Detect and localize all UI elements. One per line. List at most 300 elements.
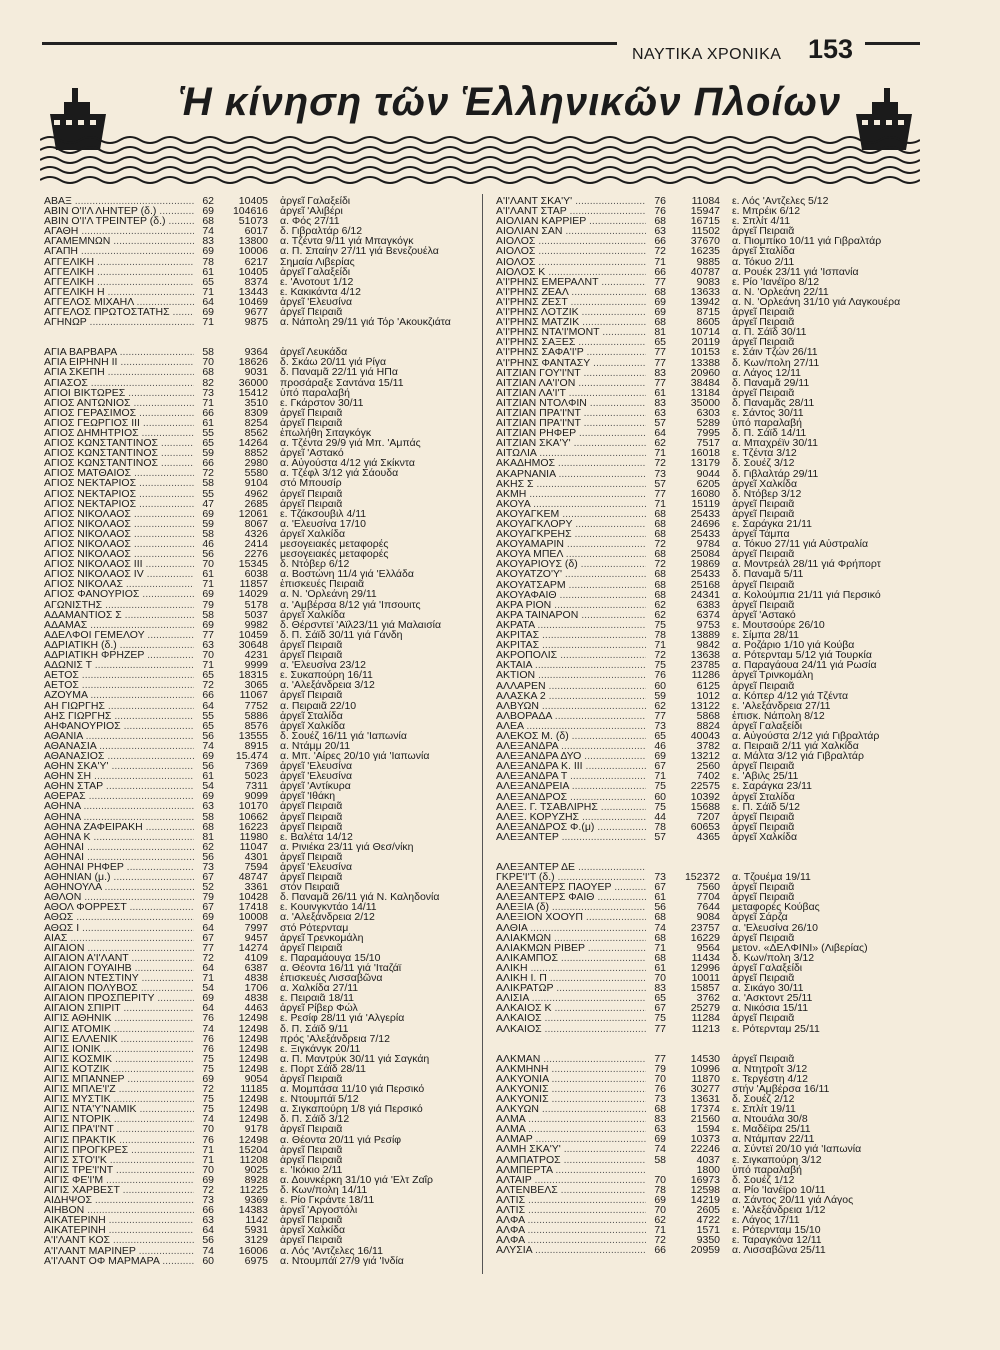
build-year: 65 — [654, 730, 666, 742]
ship-row — [44, 297, 469, 307]
ship-row — [44, 1225, 469, 1235]
build-year: 74 — [654, 1144, 666, 1155]
ship-status: ε. 'Ικόκιο 2/11 — [280, 1164, 343, 1175]
ship-status: ε. Ρότερνταμ 15/10 — [732, 1225, 821, 1236]
build-year: 76 — [202, 1013, 214, 1024]
tonnage: 5023 — [244, 771, 268, 782]
ship-row — [44, 1074, 469, 1084]
tonnage: 9885 — [696, 256, 720, 267]
ship-status: ἀργεῖ Πειραιᾶ — [732, 932, 795, 943]
ship-name: ΑΕΤΟΣ ..... — [44, 670, 194, 680]
ship-status: ἀργεῖ Πειραιᾶ — [280, 821, 343, 832]
ship-name: ΑΘΑΝΑΣΙΑ ..... — [44, 741, 194, 751]
build-year: 75 — [654, 619, 666, 631]
ship-name: ΑΓΙΟΣ ΑΝΤΩΝΙΟΣ ..... — [44, 398, 194, 408]
ship-status: ἀργεῖ Πειραιᾶ — [732, 811, 795, 822]
tonnage: 9350 — [696, 1235, 720, 1246]
ship-status: α. Μάλτα 3/12 γιά Γιβραλτάρ — [732, 751, 864, 762]
build-year: 71 — [654, 640, 666, 651]
tonnage: 6975 — [244, 1255, 268, 1266]
header-rule-right — [865, 42, 920, 45]
build-year: 61 — [202, 771, 214, 782]
tonnage: 12598 — [690, 1184, 720, 1195]
tonnage: 11870 — [691, 1073, 720, 1084]
ship-name: ΑΙΟΛΙΑΝ ΚΑΡΡΙΕΡ ..... — [496, 216, 646, 226]
ship-status: ἀργεῖ Τρινκομάλη — [732, 670, 814, 681]
build-year: 70 — [654, 1205, 666, 1216]
ship-status: ἀργεῖ 'Ιθάκη — [280, 791, 336, 802]
ship-name: ΑΙΟΛΙΑΝ ΣΑΝ ..... — [496, 226, 646, 236]
build-year: 71 — [202, 286, 214, 297]
ship-row — [496, 408, 921, 418]
ship-name: ΓΚΡΕ'Ι'Τ (δ.) ..... — [496, 872, 646, 882]
ship-name: ΑΙΓΑΙΟΝ ΠΡΟΣΠΕΡΙΤΥ ..... — [44, 993, 194, 1003]
ship-status: δ. Σουέζ 16/11 γιά 'Ιαπωνία — [280, 730, 407, 741]
tonnage: 22246 — [690, 1144, 720, 1155]
ship-status: μεταφορές Κούβας — [732, 902, 820, 913]
ship-row — [44, 1256, 469, 1266]
ship-status: ἀργεῖ Ρίβερ Φώλ — [280, 1003, 358, 1014]
build-year: 68 — [654, 216, 666, 227]
ship-name: Α'Ι'ΡΗΝΣ ΛΟΤΖΙΚ ..... — [496, 307, 646, 317]
ship-row — [496, 761, 921, 771]
build-year: 69 — [654, 296, 666, 308]
build-year: 58 — [202, 347, 214, 358]
tonnage: 10153 — [690, 347, 720, 358]
ship-name: ΑΙΚΑΤΕΡΙΝΗ ..... — [44, 1225, 194, 1235]
ship-row — [44, 1124, 469, 1134]
ship-status: ἀργεῖ Πειραιᾶ — [280, 650, 343, 661]
ship-name: ΑΒΙΝ Ο'Ι'Λ ΤΡΕΙΝΤΕΡ (δ.) ..... — [44, 216, 194, 226]
tonnage: 35000 — [690, 397, 720, 408]
ship-status: α. Π. Μαντρύκ 30/11 γιά Σαγκάη — [280, 1053, 430, 1064]
tonnage: 11980 — [239, 831, 268, 842]
ship-status: α. Μοντρεάλ 28/11 γιά Φρήπορτ — [732, 559, 881, 570]
build-year: 65 — [202, 720, 214, 731]
ship-group — [44, 196, 469, 327]
ship-name: ΑΚΟΥΑΓΚΕΜ ..... — [496, 509, 646, 519]
tonnage: 4463 — [244, 1003, 268, 1014]
build-year: 83 — [202, 236, 214, 247]
ship-name: ΑΙΓΙΣ ΠΡΑΚΤΙΚ ..... — [44, 1135, 194, 1145]
ship-row — [496, 1064, 921, 1074]
tonnage: 14219 — [690, 1194, 720, 1205]
build-year: 70 — [654, 1073, 666, 1084]
build-year: 77 — [654, 347, 666, 358]
tonnage: 10011 — [691, 973, 720, 984]
ship-status: ἀργεῖ Πειραιᾶ — [732, 387, 795, 398]
ship-row — [496, 539, 921, 549]
ship-row — [496, 1114, 921, 1124]
ship-name: ΑΚΟΥΑΓΚΡΕΗΣ ..... — [496, 529, 646, 539]
ship-row — [44, 257, 469, 267]
ship-status: δ. Παναμᾶ 29/11 — [732, 377, 810, 388]
ship-list-left-column — [44, 196, 469, 1266]
build-year: 66 — [202, 1205, 214, 1216]
ship-status: ἐπισκευές Λισσαβῶνα — [280, 973, 383, 984]
ship-status: α. Λός 'Αντζελες 16/11 — [280, 1245, 383, 1256]
ship-status: ἀργεῖ Πειραιᾶ — [280, 942, 343, 953]
ship-row — [496, 600, 921, 610]
ship-status: ἀργεῖ Πειραιᾶ — [732, 761, 795, 772]
tonnage: 11434 — [691, 952, 720, 963]
ship-status: ἀργεῖ Πειραιᾶ — [280, 801, 343, 812]
ship-status: α. Σικάγο 30/11 — [732, 983, 804, 994]
ship-status: ε. Πειραιᾶ 18/11 — [280, 993, 354, 1004]
ship-name: ΑΙΑΣ ..... — [44, 933, 194, 943]
ship-row — [44, 529, 469, 539]
ship-status: α. 'Αλεξάνδρεια 3/12 — [280, 680, 375, 691]
tonnage: 11284 — [691, 1013, 720, 1024]
ship-name: ΑΛΤΙΣ ..... — [496, 1205, 646, 1215]
ship-row — [496, 781, 921, 791]
build-year: 72 — [202, 1084, 214, 1095]
tonnage: 15119 — [691, 498, 720, 509]
ship-name: ΑΚΟΥΑΤΖΟ'Υ' ..... — [496, 569, 646, 579]
ship-row — [496, 872, 921, 882]
ship-row — [496, 923, 921, 933]
build-year: 77 — [654, 488, 666, 499]
ship-status: ε. Σαράγκα 23/11 — [732, 781, 812, 792]
ship-row — [44, 267, 469, 277]
ship-row — [44, 246, 469, 256]
ship-row — [496, 246, 921, 256]
ship-status: α. Τζουέμα 19/11 — [732, 872, 811, 883]
ship-row — [496, 580, 921, 590]
ship-list-right-column — [496, 196, 921, 1255]
build-year — [646, 862, 666, 872]
tonnage: 10373 — [690, 1134, 720, 1145]
tonnage: 3782 — [696, 741, 720, 752]
ship-row — [44, 670, 469, 680]
ship-name: ΑΘΗΝΑΙ ΡΗΦΕΡ ..... — [44, 862, 194, 872]
tonnage: 13889 — [690, 630, 720, 641]
ship-name: ΑΘΩΣ ..... — [44, 912, 194, 922]
ship-name: ΑΒΑΞ ..... — [44, 196, 194, 206]
ship-name: ΑΓΓΕΛΙΚΗ ..... — [44, 277, 194, 287]
ship-row — [496, 630, 921, 640]
build-year: 69 — [202, 1073, 214, 1085]
tonnage: 25433 — [690, 508, 720, 519]
ship-name: ΑΛΚΥΩΝ ..... — [496, 1104, 646, 1114]
ship-status: α. Ρίο 'Ιανέϊρο 10/11 — [732, 1184, 826, 1195]
ship-row — [496, 1054, 921, 1064]
tonnage: 9999 — [244, 660, 268, 671]
ship-row — [496, 1124, 921, 1134]
ship-row — [496, 317, 921, 327]
ship-name: ΑΛΙΑΚΜΩΝ ΡΙΒΕΡ ..... — [496, 943, 646, 953]
ship-status: α. Αὐγούστα 2/12 γιά Γιβραλτάρ — [732, 730, 880, 742]
ship-name: ΑΛΑΣΚΑ 2 ..... — [496, 691, 646, 701]
ship-status: ἀργεῖ Πειραιᾶ — [280, 851, 343, 862]
group-spacer — [44, 327, 469, 347]
ship-row — [44, 741, 469, 751]
ship-row — [44, 378, 469, 388]
ship-row — [44, 640, 469, 650]
ship-status: ἀργεῖ Πειραιᾶ — [280, 407, 343, 418]
ship-status: ἀργεῖ Πειραιᾶ — [280, 307, 343, 318]
ship-name: ΑΗΣ ΓΙΩΡΓΗΣ ..... — [44, 711, 194, 721]
ship-status: ἀργεῖ Πειραιᾶ — [280, 417, 343, 428]
tonnage: 8254 — [244, 417, 268, 428]
ship-row — [496, 892, 921, 902]
ship-status: α. Ντάμπαν 22/11 — [732, 1134, 815, 1145]
ship-name: ΑΚΜΗ ..... — [496, 489, 646, 499]
ship-row — [44, 660, 469, 670]
tonnage: 10405 — [238, 266, 268, 277]
ship-status: ε. Σίμπα 28/11 — [732, 630, 799, 641]
ship-status: πρός 'Αλεξάνδρεια 7/12 — [280, 1033, 390, 1044]
build-year: 74 — [654, 922, 666, 933]
group-spacer — [496, 842, 921, 862]
ship-status: ε. Γκάρστον 30/11 — [280, 397, 364, 408]
ship-row — [496, 691, 921, 701]
build-year: 71 — [654, 942, 666, 953]
ship-row — [44, 1235, 469, 1245]
ship-status: α. Τζέντα 9/11 γιά Μπαγκόγκ — [280, 236, 414, 247]
ship-status: α. Ντάμμ 20/11 — [280, 740, 351, 751]
ship-status: δ. Π. Σάϊδ 30/11 γιά Γάνδη — [280, 629, 403, 640]
tonnage: 14264 — [238, 438, 268, 449]
ship-name: ΑΛΕΞΑΝΔΡΑ ..... — [496, 741, 646, 751]
tonnage: 7995 — [696, 428, 720, 439]
tonnage: 16715 — [690, 216, 720, 227]
tonnage: 9104 — [244, 478, 268, 489]
tonnage: 10405 — [238, 196, 268, 207]
ship-name: ΑΘΩΣ I ..... — [44, 923, 194, 933]
ship-row — [496, 499, 921, 509]
ship-name: Α'Ι'ΛΑΝΤ ΣΤΑΡ ..... — [496, 206, 646, 216]
ship-status: ε. Βαλέτα 14/12 — [280, 831, 353, 842]
ship-row — [496, 681, 921, 691]
ship-status: ἀργεῖ Πειραιᾶ — [280, 1154, 343, 1165]
ship-row — [44, 852, 469, 862]
tonnage: 9677 — [244, 307, 268, 318]
ship-name: ΑΚΤΙΟΝ ..... — [496, 670, 646, 680]
ship-row — [44, 801, 469, 811]
ship-name: ΑΙΓΙΣ ΙΟΝΙΚ ..... — [44, 1044, 194, 1054]
ship-name: ΑΛΙΚΑΜΠΟΣ ..... — [496, 953, 646, 963]
build-year: 77 — [654, 377, 666, 388]
ship-row — [496, 610, 921, 620]
ship-name: ΑΙΤΖΙΑΝ ΣΚΑ'Υ' ..... — [496, 438, 646, 448]
ship-row — [496, 216, 921, 226]
ship-status: ἀργεῖ Σάρζα — [732, 912, 788, 923]
build-year: 63 — [654, 407, 666, 419]
build-year: 77 — [202, 629, 214, 640]
ship-name: ΑΛΕΞΑΝΔΡΑ Κ. III ..... — [496, 761, 646, 771]
tonnage: 9178 — [244, 1124, 268, 1135]
tonnage: 10428 — [238, 892, 268, 903]
build-year: 67 — [654, 1003, 666, 1014]
ship-row — [44, 277, 469, 287]
ship-row — [496, 519, 921, 529]
build-year: 71 — [654, 771, 666, 782]
build-year: 57 — [654, 831, 666, 842]
tonnage: 16080 — [690, 488, 720, 499]
tonnage: 1706 — [244, 983, 268, 994]
ship-name: ΑΙΓΙΣ ΜΠΛΕ'Ι'Ζ ..... — [44, 1084, 194, 1094]
tonnage: 7517 — [696, 438, 720, 449]
ship-row — [496, 912, 921, 922]
ship-row — [44, 499, 469, 509]
ship-name: ΑΘΗΝΙΑΝ (μ.) ..... — [44, 872, 194, 882]
tonnage: 2685 — [244, 498, 268, 509]
ship-row — [496, 549, 921, 559]
ship-status: ε. Κακικάντα 4/12 — [280, 286, 361, 297]
build-year: 75 — [654, 801, 666, 812]
tonnage: 16235 — [690, 246, 720, 257]
tonnage: 6217 — [244, 256, 268, 267]
tonnage: 10459 — [238, 629, 268, 640]
build-year: 64 — [202, 922, 214, 933]
ship-row — [44, 287, 469, 297]
ship-name: ΑΛΜΠΑΤΡΟΣ ..... — [496, 1155, 646, 1165]
ship-row — [496, 1235, 921, 1245]
tonnage: 5037 — [244, 609, 268, 620]
tonnage: 13212 — [690, 751, 720, 762]
build-year: 61 — [654, 962, 666, 974]
build-year: 59 — [654, 690, 666, 701]
ship-row — [496, 1104, 921, 1114]
ship-status: δ. Π. Σάϊδ 9/11 — [280, 1023, 349, 1034]
tonnage: 8824 — [696, 720, 720, 731]
ship-status: ἀργεῖ Πειραιᾶ — [732, 508, 795, 519]
ship-name: ΑΓΓΕΛΙΚΗ ..... — [44, 257, 194, 267]
ship-name: ΑΛΕΞ. ΚΟΡΥΖΗΣ ..... — [496, 812, 646, 822]
ship-row — [44, 1215, 469, 1225]
build-year: 71 — [202, 317, 214, 328]
tonnage: 6303 — [696, 407, 720, 419]
ship-row — [44, 781, 469, 791]
tonnage: 8562 — [244, 427, 268, 439]
tonnage: 13633 — [690, 286, 720, 297]
tonnage: 1012 — [696, 690, 720, 701]
build-year: 67 — [654, 882, 666, 893]
ship-status: ἀργεῖ 'Ελευσίνα — [280, 761, 353, 772]
ship-row — [496, 822, 921, 832]
build-year: 75 — [654, 660, 666, 671]
tonnage: 20960 — [690, 367, 720, 378]
ship-name: ΑΙΔΗΨΟΣ ..... — [44, 1195, 194, 1205]
build-year: 69 — [202, 246, 214, 257]
ship-status: α. Μπαχρέϊν 30/11 — [732, 438, 818, 449]
ship-row — [496, 418, 921, 428]
tonnage: 15345 — [238, 559, 268, 570]
ship-row — [44, 539, 469, 549]
ship-name: ΑΓΙΟΣ ΚΩΝΣΤΑΝΤΙΝΟΣ ..... — [44, 438, 194, 448]
build-year: 79 — [202, 599, 214, 610]
ship-row — [44, 438, 469, 448]
ship-name: Α'Ι'ΡΗΝΣ ΣΑΞΕΣ ..... — [496, 337, 646, 347]
ship-name: ΑΙΟΛΟΣ ..... — [496, 246, 646, 256]
tonnage: 14274 — [238, 942, 268, 953]
tonnage: 9982 — [244, 619, 268, 630]
build-year: 67 — [202, 932, 214, 943]
tonnage: 8309 — [244, 407, 268, 418]
ship-status: ἀργεῖ Χαλκίδα — [732, 478, 798, 489]
ship-name: ΑΙΓΑΙΟΝ ΣΠΙΡΙΤ ..... — [44, 1003, 194, 1013]
build-year: 61 — [654, 387, 666, 398]
build-year: 56 — [202, 730, 214, 741]
ship-name: ΑΛΙΑΚΜΩΝ ..... — [496, 933, 646, 943]
ship-name: ΑΓΙΟΣ ΝΕΚΤΑΡΙΟΣ ..... — [44, 489, 194, 499]
ship-row — [496, 257, 921, 267]
ship-status: α. Παραγάουα 24/11 γιά Ρωσία — [732, 660, 877, 671]
tonnage: 5289 — [696, 418, 720, 429]
tonnage: 22575 — [690, 781, 720, 792]
build-year: 56 — [202, 549, 214, 560]
tonnage: 5580 — [244, 468, 268, 479]
tonnage: 10996 — [690, 1063, 720, 1074]
build-year: 67 — [202, 902, 214, 913]
ship-status: α. 'Ασκτοντ 25/11 — [732, 993, 813, 1004]
ship-name: ΑΛΕΞΑΝΤΕΡΣ ΦΑΙΘ ..... — [496, 892, 646, 902]
build-year: 68 — [654, 952, 666, 963]
ship-row — [496, 1245, 921, 1255]
ship-row — [44, 428, 469, 438]
tonnage: 15947 — [690, 206, 720, 217]
build-year: 83 — [654, 983, 666, 994]
ship-name: ΑΓΙΑ ΒΑΡΒΑΡΑ ..... — [44, 347, 194, 357]
ship-name: ΑΛΘΙΑ ..... — [496, 923, 646, 933]
ship-row — [496, 398, 921, 408]
tonnage: 8576 — [244, 720, 268, 731]
ship-status: ε. Σάντος 30/11 — [732, 407, 804, 419]
ship-status: α. Τζέντα 29/9 γιά Μπ. 'Αμπάς — [280, 438, 421, 449]
tonnage: 11047 — [239, 841, 268, 852]
build-year: 60 — [202, 1255, 214, 1266]
ship-name: ΑΛΦΑ ..... — [496, 1215, 646, 1225]
ship-name: ΑΚΗΣ Σ ..... — [496, 479, 646, 489]
tonnage: 10714 — [690, 327, 720, 338]
ship-status: ἀργεῖ Χαλκίδα — [280, 609, 346, 620]
build-year: 83 — [654, 397, 666, 408]
build-year: 68 — [654, 317, 666, 328]
build-year: 66 — [654, 1245, 666, 1256]
build-year: 63 — [202, 1215, 214, 1226]
build-year: 59 — [202, 448, 214, 459]
tonnage: 10008 — [238, 912, 268, 923]
ship-name: ΑΛΜΠΕΡΤΑ ..... — [496, 1165, 646, 1175]
ship-name: ΑΓΓΕΛΟΣ ΠΡΩΤΟΣΤΑΤΗΣ ..... — [44, 307, 194, 317]
build-year: 56 — [202, 851, 214, 862]
build-year: 61 — [202, 417, 214, 428]
tonnage: 12061 — [238, 508, 268, 519]
build-year: 60 — [654, 791, 666, 802]
ship-status: ἀργεῖ 'Αργοστόλι — [280, 1205, 358, 1216]
tonnage: 25433 — [690, 529, 720, 540]
ship-row — [44, 357, 469, 367]
ship-status: δ. Παναμᾶ 5/11 — [732, 569, 804, 580]
build-year: 72 — [202, 680, 214, 691]
build-year: 72 — [202, 952, 214, 963]
ship-status: ἀργεῖ Πειραιᾶ — [732, 226, 795, 237]
ship-row — [44, 761, 469, 771]
ship-status: δ. Ντόβερ 6/12 — [280, 559, 350, 570]
ship-status: ὑπό παραλαβή — [732, 418, 802, 429]
ship-row — [44, 953, 469, 963]
ship-status: α. Βοστώνη 11/4 γιά 'Ελλάδα — [280, 569, 414, 580]
tonnage: 25168 — [690, 579, 720, 590]
ship-row — [44, 458, 469, 468]
ship-name: ΑΛΦΑ ..... — [496, 1235, 646, 1245]
ship-status: προσάραξε Σαντάνα 15/11 — [280, 377, 404, 388]
build-year: 55 — [202, 427, 214, 439]
build-year: 75 — [202, 1053, 214, 1064]
ship-row — [496, 1175, 921, 1185]
ship-row — [496, 277, 921, 287]
